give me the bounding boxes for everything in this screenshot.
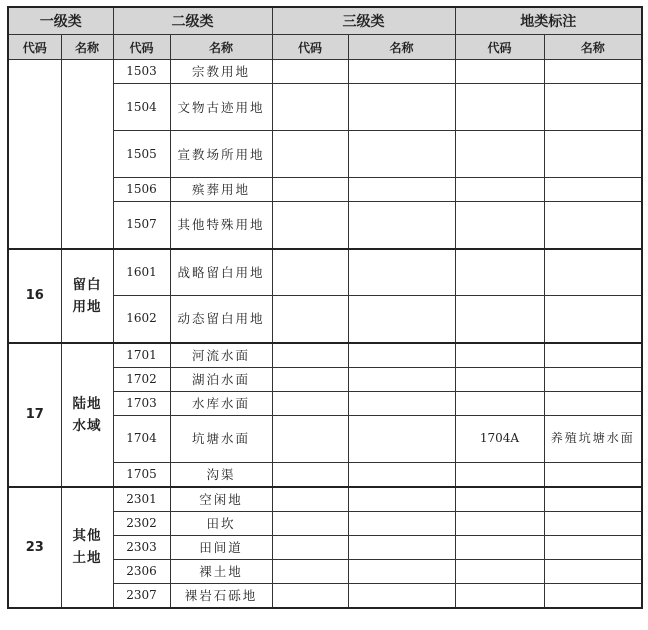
marking-name-cell xyxy=(544,249,642,296)
level2-name-cell: 坑塘水面 xyxy=(170,415,272,462)
header-marking-name: 名称 xyxy=(544,35,642,60)
header-level2-code: 代码 xyxy=(113,35,170,60)
level2-name-cell: 殡葬用地 xyxy=(170,178,272,202)
marking-name-cell: 养殖坑塘水面 xyxy=(544,415,642,462)
level3-name-cell xyxy=(348,131,455,178)
level3-code-cell xyxy=(272,367,348,391)
marking-name-cell xyxy=(544,178,642,202)
level2-code-cell: 1503 xyxy=(113,60,170,84)
level3-name-cell xyxy=(348,462,455,487)
marking-name-cell xyxy=(544,343,642,368)
marking-code-cell: 1704A xyxy=(455,415,544,462)
level2-code-cell: 2307 xyxy=(113,583,170,608)
marking-name-cell xyxy=(544,131,642,178)
level2-code-cell: 1702 xyxy=(113,367,170,391)
level2-name-cell: 沟渠 xyxy=(170,462,272,487)
header-level1-name: 名称 xyxy=(61,35,113,60)
marking-code-cell xyxy=(455,511,544,535)
level1-code-cell: 17 xyxy=(8,343,61,487)
marking-name-cell xyxy=(544,487,642,512)
level3-name-cell xyxy=(348,511,455,535)
land-classification-table-container xyxy=(7,6,643,609)
level2-code-cell: 1507 xyxy=(113,202,170,249)
level2-name-cell: 宗教用地 xyxy=(170,60,272,84)
marking-name-cell xyxy=(544,202,642,249)
marking-name-cell xyxy=(544,535,642,559)
level1-name-cell: 陆地水域 xyxy=(61,343,113,487)
marking-name-cell xyxy=(544,583,642,608)
table-header xyxy=(8,7,642,60)
level3-name-cell xyxy=(348,391,455,415)
level2-name-cell: 裸岩石砾地 xyxy=(170,583,272,608)
header-level3: 三级类 xyxy=(272,7,455,35)
level2-code-cell: 1504 xyxy=(113,84,170,131)
level2-name-cell: 其他特殊用地 xyxy=(170,202,272,249)
level2-name-cell: 宣教场所用地 xyxy=(170,131,272,178)
marking-name-cell xyxy=(544,296,642,343)
level2-code-cell: 1505 xyxy=(113,131,170,178)
level3-code-cell xyxy=(272,178,348,202)
marking-code-cell xyxy=(455,391,544,415)
level2-code-cell: 1705 xyxy=(113,462,170,487)
level2-name-cell: 水库水面 xyxy=(170,391,272,415)
level3-code-cell xyxy=(272,583,348,608)
level2-code-cell: 2303 xyxy=(113,535,170,559)
level3-code-cell xyxy=(272,131,348,178)
header-marking-code: 代码 xyxy=(455,35,544,60)
level3-code-cell xyxy=(272,391,348,415)
level2-code-cell: 1703 xyxy=(113,391,170,415)
level3-code-cell xyxy=(272,60,348,84)
marking-code-cell xyxy=(455,487,544,512)
header-level3-code: 代码 xyxy=(272,35,348,60)
marking-code-cell xyxy=(455,296,544,343)
level3-name-cell xyxy=(348,249,455,296)
level3-name-cell xyxy=(348,415,455,462)
level1-name-cell xyxy=(61,60,113,249)
header-marking: 地类标注 xyxy=(455,7,642,35)
level2-code-cell: 2302 xyxy=(113,511,170,535)
level2-name-cell: 空闲地 xyxy=(170,487,272,512)
marking-code-cell xyxy=(455,583,544,608)
level1-name-cell: 留白用地 xyxy=(61,249,113,343)
marking-name-cell xyxy=(544,367,642,391)
level3-code-cell xyxy=(272,84,348,131)
header-level2-name: 名称 xyxy=(170,35,272,60)
marking-code-cell xyxy=(455,202,544,249)
level2-name-cell: 战略留白用地 xyxy=(170,249,272,296)
level2-code-cell: 1602 xyxy=(113,296,170,343)
marking-name-cell xyxy=(544,60,642,84)
marking-code-cell xyxy=(455,84,544,131)
level1-code-cell: 16 xyxy=(8,249,61,343)
header-level1: 一级类 xyxy=(8,7,113,35)
level2-code-cell: 1704 xyxy=(113,415,170,462)
level2-name-cell: 河流水面 xyxy=(170,343,272,368)
level3-code-cell xyxy=(272,511,348,535)
level3-name-cell xyxy=(348,487,455,512)
level3-name-cell xyxy=(348,559,455,583)
level3-name-cell xyxy=(348,583,455,608)
level2-code-cell: 1601 xyxy=(113,249,170,296)
marking-code-cell xyxy=(455,249,544,296)
marking-code-cell xyxy=(455,559,544,583)
level3-code-cell xyxy=(272,462,348,487)
level2-name-cell: 湖泊水面 xyxy=(170,367,272,391)
level1-code-cell: 23 xyxy=(8,487,61,608)
level3-name-cell xyxy=(348,535,455,559)
level2-code-cell: 2301 xyxy=(113,487,170,512)
level3-code-cell xyxy=(272,202,348,249)
table-row xyxy=(8,343,642,368)
level2-name-cell: 田坎 xyxy=(170,511,272,535)
level2-name-cell: 田间道 xyxy=(170,535,272,559)
land-classification-table xyxy=(7,6,643,609)
table-row xyxy=(8,249,642,296)
level3-code-cell xyxy=(272,249,348,296)
marking-code-cell xyxy=(455,178,544,202)
level3-code-cell xyxy=(272,559,348,583)
level3-name-cell xyxy=(348,178,455,202)
marking-code-cell xyxy=(455,131,544,178)
level3-name-cell xyxy=(348,60,455,84)
level3-name-cell xyxy=(348,84,455,131)
marking-name-cell xyxy=(544,462,642,487)
header-level1-code: 代码 xyxy=(8,35,61,60)
level1-code-cell xyxy=(8,60,61,249)
marking-code-cell xyxy=(455,60,544,84)
level2-code-cell: 1701 xyxy=(113,343,170,368)
level2-name-cell: 裸土地 xyxy=(170,559,272,583)
level1-name-cell: 其他土地 xyxy=(61,487,113,608)
marking-name-cell xyxy=(544,559,642,583)
header-level2: 二级类 xyxy=(113,7,272,35)
marking-name-cell xyxy=(544,391,642,415)
marking-code-cell xyxy=(455,535,544,559)
level3-code-cell xyxy=(272,343,348,368)
level3-name-cell xyxy=(348,367,455,391)
level3-code-cell xyxy=(272,296,348,343)
level2-name-cell: 文物古迹用地 xyxy=(170,84,272,131)
level2-code-cell: 1506 xyxy=(113,178,170,202)
header-level3-name: 名称 xyxy=(348,35,455,60)
level2-name-cell: 动态留白用地 xyxy=(170,296,272,343)
level2-code-cell: 2306 xyxy=(113,559,170,583)
table-body xyxy=(8,60,642,608)
table-row xyxy=(8,487,642,512)
marking-code-cell xyxy=(455,367,544,391)
level3-name-cell xyxy=(348,202,455,249)
level3-code-cell xyxy=(272,487,348,512)
marking-code-cell xyxy=(455,343,544,368)
level3-name-cell xyxy=(348,343,455,368)
marking-name-cell xyxy=(544,84,642,131)
level3-code-cell xyxy=(272,415,348,462)
marking-name-cell xyxy=(544,511,642,535)
marking-code-cell xyxy=(455,462,544,487)
level3-code-cell xyxy=(272,535,348,559)
table-row xyxy=(8,60,642,84)
level3-name-cell xyxy=(348,296,455,343)
